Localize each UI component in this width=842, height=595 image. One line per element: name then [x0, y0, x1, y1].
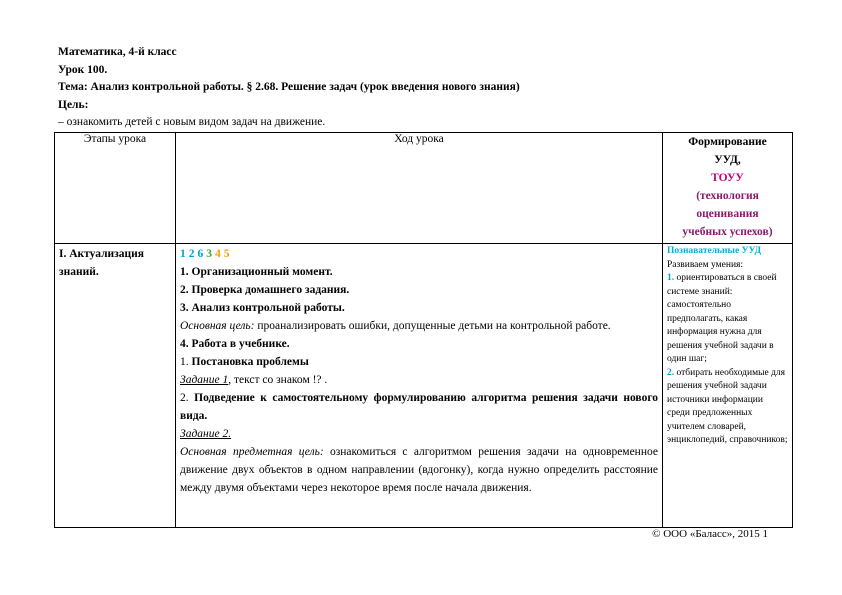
col-header-uud: Формирование УУД, ТОУУ (технология оценивания учебных успехов) [663, 133, 793, 244]
color-number: 1 [180, 248, 186, 260]
uud-intro: Развиваем умения: [667, 259, 744, 270]
col-header-stages: Этапы урока [55, 133, 176, 244]
lesson-table [54, 132, 793, 528]
table-row [55, 244, 793, 528]
color-number-sequence [180, 245, 658, 263]
color-number: 6 [197, 248, 204, 260]
col-header-course: Ход урока [176, 133, 663, 244]
uud-title: Познавательные УУД [667, 246, 762, 256]
main-goal: Основная цель: проанализировать ошибки, допущенные детьми на контрольной работе. [180, 320, 611, 332]
copyright-footer: © ООО «Баласс», 2015 1 [652, 528, 768, 540]
subject-line: Математика, 4-й класс [58, 46, 177, 58]
goal-text: – ознакомить детей с новым видом задач на движение. [58, 116, 326, 128]
color-number: 4 [215, 248, 221, 260]
stage-cell: I. Актуализация знаний. [55, 244, 176, 528]
task-1: Задание 1, текст со знаком !? . [180, 374, 328, 386]
course-cell [176, 244, 663, 528]
lesson-number: Урок 100. [58, 63, 108, 76]
problem-statement: 1. Постановка проблемы [180, 356, 309, 368]
algorithm-step: 2. Подведение к самостоятельному формулированию алгоритма решения задачи нового вида. [180, 392, 658, 422]
task-2: Задание 2. [180, 428, 232, 440]
uud-skill-1: 1. ориентироваться в своей системе знаний: самостоятельно предполагать, какая информация нужна для решения учебной задачи в один шаг; [667, 273, 777, 364]
uud-cell [663, 244, 793, 528]
subject-goal: Основная предметная цель: ознакомиться с алгоритмом решения задачи на одновременное движение двух объектов в одном направлении (вдогонку), когда нужно определить расстояние между двумя объектами через некоторое время после начала движения. [180, 446, 658, 494]
color-number: 3 [206, 248, 212, 260]
color-number: 2 [188, 248, 195, 260]
uud-skill-2: 2. отбирать необходимые для решения учебной задачи источники информации среди предложенных учителем словарей, энциклопедий, справочников; [667, 367, 788, 445]
item-homework-check: 2. Проверка домашнего задания. [180, 284, 350, 296]
document-header [58, 44, 778, 132]
item-org-moment: 1. Организационный момент. [180, 266, 333, 278]
item-test-analysis: 3. Анализ контрольной работы. [180, 302, 345, 314]
item-textbook-work: 4. Работа в учебнике. [180, 338, 290, 350]
goal-label: Цель: [58, 98, 89, 111]
table-header-row [55, 133, 793, 244]
lesson-topic: Тема: Анализ контрольной работы. § 2.68. Решение задач (урок введения нового знания) [58, 81, 520, 93]
color-number: 5 [223, 248, 230, 260]
